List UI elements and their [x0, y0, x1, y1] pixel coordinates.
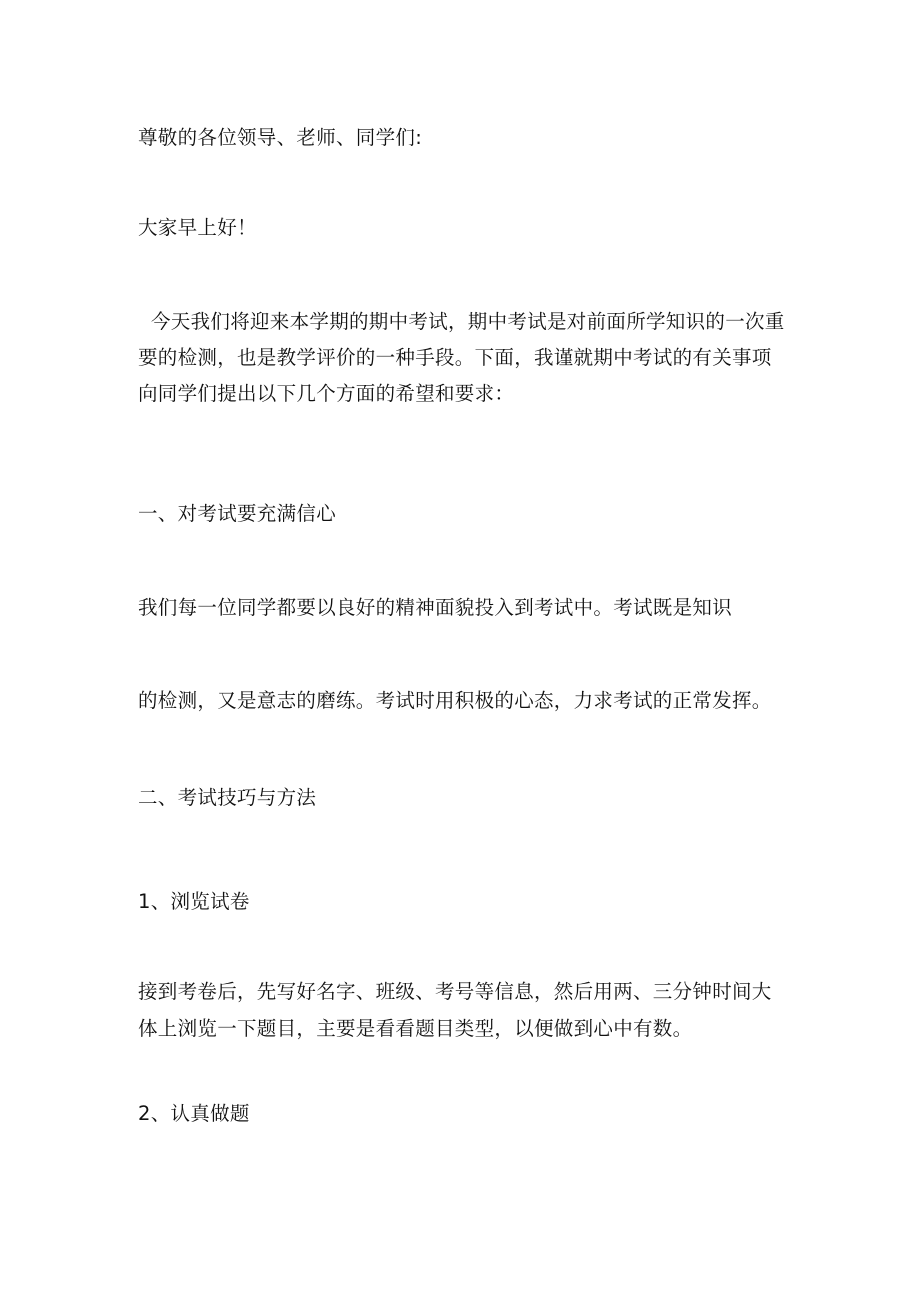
item1-line: 接到考卷后，先写好名字、班级、考号等信息，然后用两、三分钟时间大 — [138, 980, 772, 1003]
section2-heading: 二、考试技巧与方法 — [138, 786, 317, 809]
intro-paragraph — [138, 310, 798, 418]
greeting: 大家早上好！ — [138, 216, 257, 239]
intro-line: 向同学们提出以下几个方面的希望和要求： — [138, 382, 515, 405]
item1-paragraph — [138, 980, 798, 1054]
intro-line: 今天我们将迎来本学期的期中考试，期中考试是对前面所学知识的一次重 — [138, 310, 785, 333]
section1-line: 我们每一位同学都要以良好的精神面貌投入到考试中。考试既是知识 — [138, 596, 733, 619]
section1-line: 的检测，又是意志的磨练。考试时用积极的心态，力求考试的正常发挥。 — [138, 689, 772, 712]
item2-heading: 2、认真做题 — [138, 1102, 250, 1125]
item1-line: 体上浏览一下题目，主要是看看题目类型，以便做到心中有数。 — [138, 1017, 693, 1040]
intro-line: 要的检测，也是教学评价的一种手段。下面，我谨就期中考试的有关事项 — [138, 346, 772, 369]
item1-heading: 1、浏览试卷 — [138, 890, 250, 913]
section1-heading: 一、对考试要充满信心 — [138, 502, 337, 525]
salutation: 尊敬的各位领导、老师、同学们: — [138, 126, 423, 149]
